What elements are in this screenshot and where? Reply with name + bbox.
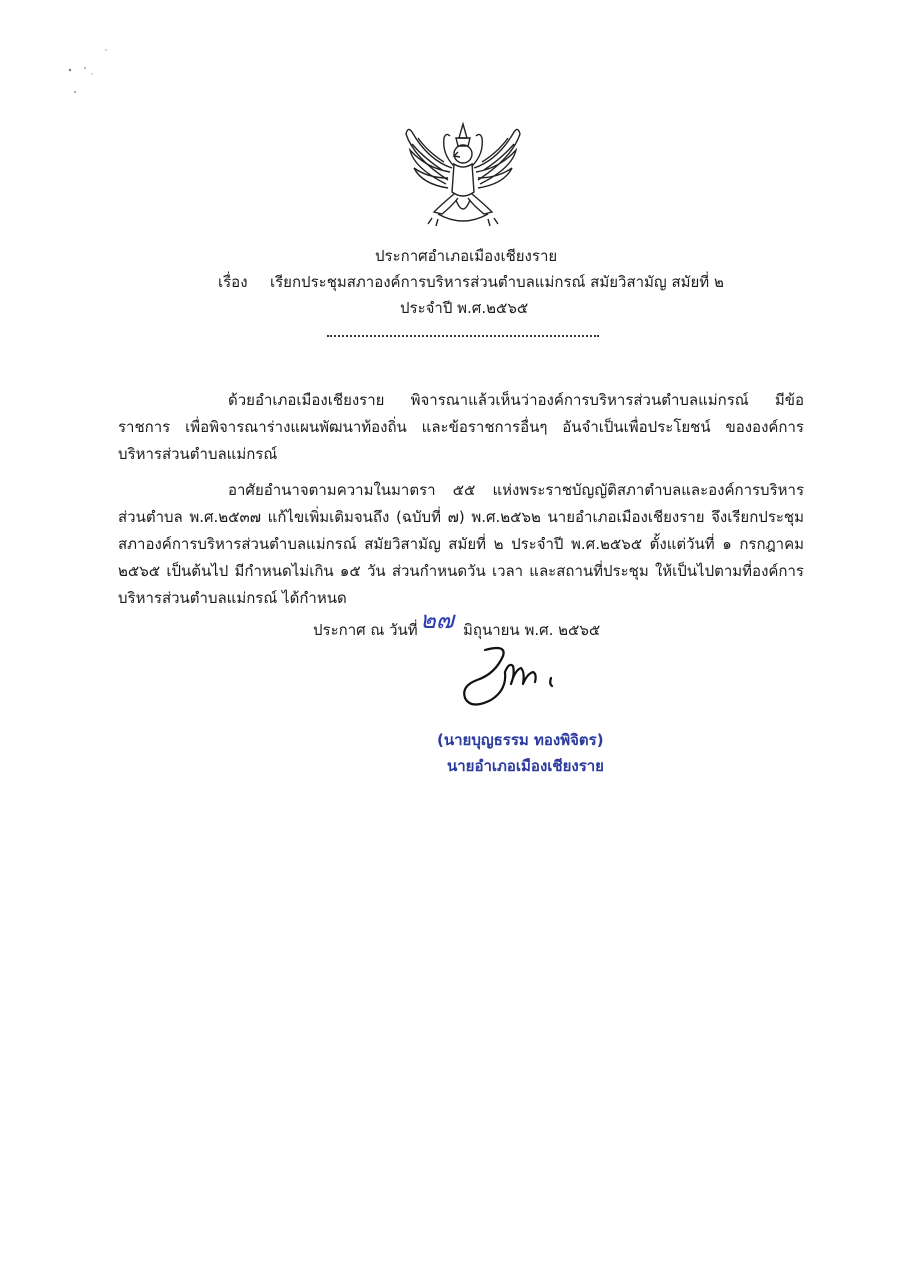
scan-specks <box>60 40 120 110</box>
subject-text: เรียกประชุมสภาองค์การบริหารส่วนตำบลแม่กรณ์ สมัยวิสามัญ สมัยที่ ๒ <box>270 273 724 291</box>
subject-label: เรื่อง <box>218 273 248 291</box>
body-paragraph-2: อาศัยอำนาจตามความในมาตรา ๕๕ แห่งพระราชบัญญัติสภาตำบลและองค์การบริหาร ส่วนตำบล พ.ศ.๒๕๓๗ แก้ไขเพิ่มเติมจนถึง (ฉบับที่ ๗) พ.ศ.๒๕๖๒ นายอำเภอเมืองเชียงราย จึงเรียกประชุม สภาองค์การบริหารส่วนตำบลแม่กรณ์ สมัยวิสามัญ สมัยที่ ๒ ประจำปี พ.ศ.๒๕๖๕ ตั้งแต่วันที่ ๑ กรกฎาคม ๒๕๖๕ เป็นต้นไป มีกำหนดไม่เกิน ๑๕ วัน ส่วนกำหนดวัน เวลา และสถานที่ประชุม ให้เป็นไปตามที่องค์การ บริหารส่วนตำบลแม่กรณ์ ได้กำหนด <box>118 481 804 607</box>
document-title: ประกาศอำเภอเมืองเชียงราย <box>375 247 558 265</box>
announcement-label: ประกาศ ณ วันที่ <box>313 621 418 639</box>
body-paragraph-1: ด้วยอำเภอเมืองเชียงราย พิจารณาแล้วเห็นว่าองค์การบริหารส่วนตำบลแม่กรณ์ มีข้อราชการ เพื่อพิจารณาร่างแผนพัฒนาท้องถิ่น และข้อราชการอื่นๆ อันจำเป็นเพื่อประโยชน์ ขององค์การบริหารส่วนตำบลแม่กรณ์ <box>118 391 804 463</box>
header-divider <box>327 335 599 337</box>
announcement-month-year: มิถุนายน พ.ศ. ๒๕๖๕ <box>463 621 601 639</box>
garuda-emblem-icon <box>398 108 528 230</box>
handwritten-signature-icon <box>455 640 565 712</box>
signer-name: (นายบุญธรรม ทองพิจิตร) <box>437 731 604 749</box>
fiscal-year: ประจำปี พ.ศ.๒๕๖๕ <box>400 299 529 317</box>
signer-title: นายอำเภอเมืองเชียงราย <box>447 757 604 775</box>
announcement-day: ๒๗ <box>420 606 454 634</box>
